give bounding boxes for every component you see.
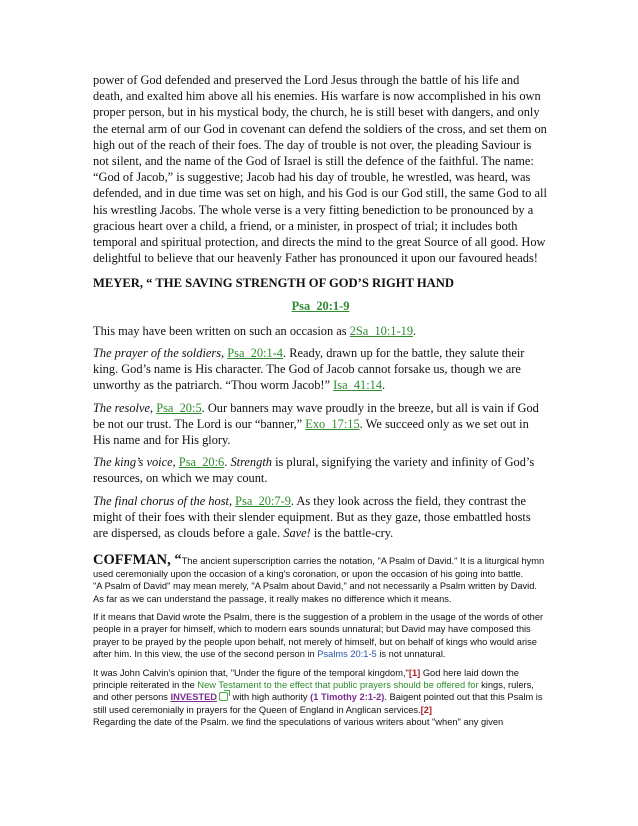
coffman-p4-f: . Baigent pointed out that this Psalm is still used ceremonially in prayers for the Queen of England in Anglican services. (93, 692, 543, 715)
meyer-p1-end: . (413, 323, 417, 338)
coffman-p4-b: God here laid down the principle reiterated in the (93, 667, 519, 690)
coffman-p4-c: to the effect that public prayers (261, 679, 394, 690)
external-link-icon[interactable] (219, 692, 228, 701)
coffman-heading: COFFMAN, “ (93, 552, 182, 569)
coffman-p1-text: The ancient superscription carries the notation, "A Psalm of David." It is a liturgical hymn used ceremonially upon the occasion of a king's coronation, or upon the occasion of his going into battle. (93, 556, 545, 579)
meyer-p3-text: . Our banners may wave proudly in the breeze, but all is vain if God be not our trust. The Lord is our “banner,” (93, 400, 539, 431)
should-be-offered-link[interactable]: should be offered for (393, 679, 479, 690)
footnote-1-link[interactable]: [1] (408, 667, 421, 678)
meyer-paragraph-4 (93, 454, 548, 486)
coffman-paragraph-5: Regarding the date of the Psalm. we find the speculations of various writers about "when" any given (93, 717, 504, 728)
meyer-p4-mid: . (224, 455, 231, 470)
meyer-p3-link[interactable]: Psa_20:5 (156, 400, 202, 415)
meyer-paragraph-2 (93, 345, 548, 394)
coffman-paragraph-4 (93, 667, 548, 717)
footnote-2-link[interactable]: [2] (420, 704, 433, 715)
meyer-p2-end: . (382, 378, 386, 393)
meyer-paragraph-3 (93, 400, 548, 449)
coffman-p3-ref[interactable]: Psalms 20:1-5 (317, 649, 377, 660)
meyer-paragraph-1 (93, 323, 548, 339)
meyer-p1-link[interactable]: 2Sa_10:1-19 (349, 323, 414, 338)
meyer-p4-italic: Strength (230, 455, 272, 470)
coffman-paragraph-1 (93, 554, 548, 580)
coffman-p3-text: If it means that David wrote the Psalm, there is the suggestion of a problem in the usage of the words of other people in a prayer for himself, which to modern ears sounds unnatural; but David may have composed this prayer to be prayed by the people upon behalf, not merely of himself, but on behalf of kings who would arise after him. In this view, the use of the second person in (93, 611, 544, 660)
meyer-p5-end: is the battle-cry. (310, 526, 394, 541)
meyer-paragraph-5 (93, 493, 548, 542)
coffman-paragraph-3 (93, 611, 548, 661)
timothy-ref-link[interactable]: (1 Timothy 2:1-2) (310, 692, 385, 703)
meyer-p5-label: The final chorus of the host, (93, 493, 236, 508)
meyer-p4-text: is plural, signifying the variety and infinity of God’s resources, on which we may count. (93, 455, 535, 486)
meyer-p2-label: The prayer of the soldiers, (93, 346, 228, 361)
meyer-p3-link2[interactable]: Exo_17:15 (305, 416, 360, 431)
meyer-p5-link[interactable]: Psa_20:7-9 (235, 493, 291, 508)
meyer-heading: MEYER, “ THE SAVING STRENGTH OF GOD’S RIGHT HAND (93, 276, 454, 291)
invested-link[interactable]: INVESTED (170, 692, 218, 703)
meyer-p5-italic: Save! (283, 526, 311, 541)
meyer-scripture-ref (93, 298, 548, 314)
intro-paragraph: power of God defended and preserved the Lord Jesus through the battle of his life and death, and exalted him above all his enemies. His warfare is now accomplished in his own proper person, but in his mystical body, the church, he is still beset with dangers, and only the eternal arm of our God in covenant can defend the soldiers of the cross, and set them on high out of the reach of their foes. The day of trouble is not over, the pleading Saviour is not silent, and the name of the God of Israel is still the defence of the faithful. The name: “God of Jacob,” is suggestive; Jacob had his day of trouble, he wrestled, was heard, was defended, and in due time was set on high, and his God is our God still, the same God to all his wrestling Jacobs. The whole verse is a very fitting benediction to be pronounced by a gracious heart over a child, a friend, or a minister, in prospect of trial; it includes both temporal and spiritual protection, and directs the mind to the great Source of all good. How delightful to believe that our heavenly Father has pronounced it upon our favoured heads! (93, 73, 547, 266)
meyer-p2-link2[interactable]: Isa_41:14 (333, 378, 383, 393)
meyer-p3-end: . We succeed only as we set out in His name and for His glory. (93, 416, 529, 448)
meyer-ref-link[interactable]: Psa_20:1-9 (291, 298, 350, 313)
meyer-p1-text: This may have been written on such an occasion as (93, 323, 350, 338)
meyer-p4-link[interactable]: Psa_20:6 (178, 455, 225, 470)
document-page (93, 72, 548, 729)
coffman-paragraph-2: "A Psalm of David" may mean merely, "A Psalm about David," and not necessarily a Psalm written by David. As far as we can understand the passage, it really makes no difference which it means. (93, 581, 537, 604)
meyer-p2-link[interactable]: Psa_20:1-4 (227, 346, 283, 361)
meyer-p2-text: . Ready, drawn up for the battle, they salute their king. God’s name is His character. The God of Jacob cannot forsake us, though we are unworthy as the patriarch. “Thou worm Jacob!” (93, 346, 525, 393)
coffman-p4-d: kings, rulers, and other persons (93, 679, 534, 703)
coffman-p4-e: with high authority (230, 692, 311, 703)
new-testament-link[interactable]: New Testament (197, 679, 262, 690)
coffman-p3-end: is not unnatural. (376, 649, 446, 660)
meyer-p5-text: . As they look across the field, they contrast the might of their foes with their slender equipment. But as they gaze, those embattled hosts are dispersed, as clouds before a gale. (93, 493, 531, 541)
meyer-p3-label: The resolve, (93, 400, 157, 415)
coffman-p4-a: It was John Calvin's opinion that, "Under the figure of the temporal kingdom," (93, 667, 409, 678)
meyer-p4-label: The king’s voice, (93, 455, 179, 470)
